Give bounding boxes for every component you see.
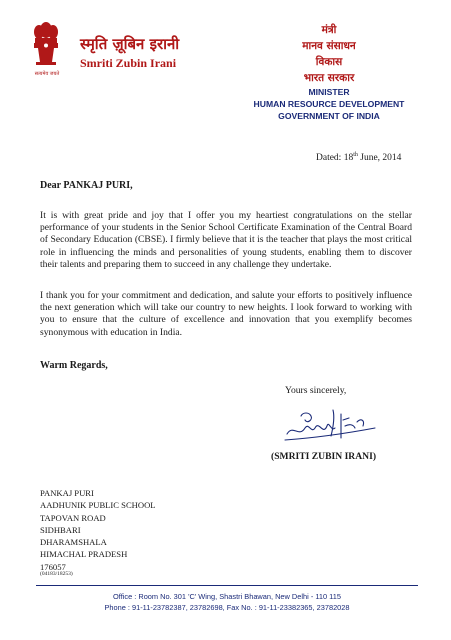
valediction: Yours sincerely, [285, 385, 347, 396]
address-line: TAPOVAN ROAD [40, 512, 106, 523]
salutation: Dear PANKAJ PURI, [40, 180, 133, 191]
ministry-title-block [230, 22, 428, 122]
recipient-address [40, 487, 156, 573]
reference-code: (04183/18253) [40, 571, 73, 577]
body-paragraph: It is with great pride and joy that I offer you my heartiest congratulations on the stellar performance of your students in the Senior School Certificate Examination of the Central Board of Secondary Education (CBSE). I firmly believe that it is the teacher that plays the most critical role in influencing the minds and personalities of young students, enabling them to discover their talents and preparing them to succeed in any challenge they undertake. [40, 210, 412, 270]
address-line: 176057 [40, 561, 66, 572]
title-hindi-line: मानव संसाधन [302, 40, 356, 52]
title-hindi-line: मंत्री [321, 24, 337, 36]
handwritten-signature [283, 398, 393, 444]
title-english-line: GOVERNMENT OF INDIA [278, 111, 380, 121]
minister-name-hindi: स्मृति ज़ूबिन इरानी [80, 35, 180, 53]
closing: Warm Regards, [40, 360, 108, 371]
footer-phone: Phone : 91-11-23782387, 23782698, Fax No. : 91-11-23382365, 23782028 [104, 603, 350, 612]
title-english-line: HUMAN RESOURCE DEVELOPMENT [253, 99, 405, 109]
address-line: AADHUNIK PUBLIC SCHOOL [40, 500, 156, 511]
footer-address: Office : Room No. 301 'C' Wing, Shastri Bhawan, New Delhi - 110 115 [113, 592, 341, 601]
address-line: DHARAMSHALA [40, 537, 107, 548]
address-line: PANKAJ PURI [40, 488, 94, 498]
body-paragraph: I thank you for your commitment and dedication, and salute your efforts to positively influence the next generation which will take our country to new heights. I look forward to working with you to ensure that the culture of excellence and innovation that you exemplify becomes synonymous with education in India. [40, 290, 412, 338]
address-line: SIDHBARI [40, 524, 81, 535]
emblem-motto: सत्यमेव जयते [34, 71, 60, 77]
footer-divider [36, 585, 418, 586]
minister-name-english: Smriti Zubin Irani [80, 56, 177, 70]
date-rest: June, 2014 [357, 153, 402, 164]
title-hindi-line: विकास [315, 56, 343, 68]
address-line: HIMACHAL PRADESH [40, 549, 128, 560]
title-english-line: MINISTER [308, 87, 350, 97]
national-emblem-icon [30, 22, 62, 68]
letter-date [316, 152, 401, 163]
office-footer [36, 591, 418, 613]
title-hindi-line: भारत सरकार [303, 72, 355, 84]
date-prefix: Dated: 18 [316, 153, 354, 164]
signatory-name: (SMRITI ZUBIN IRANI) [271, 451, 377, 462]
date-ordinal: th [353, 152, 358, 158]
